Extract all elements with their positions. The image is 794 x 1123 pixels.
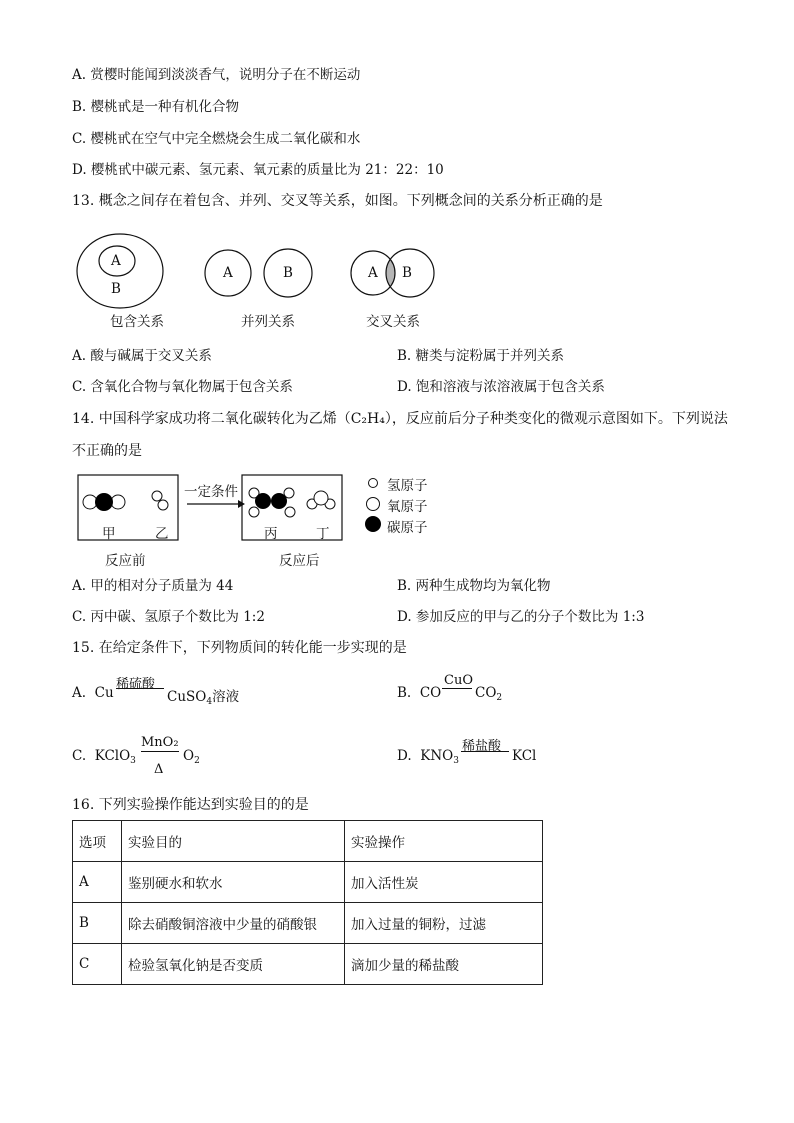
row-a-option: A [73,862,122,903]
arrow-condition-label: 一定条件 [184,484,238,500]
q15-a-arrow [116,688,164,689]
row-a-purpose: 鉴别硬水和软水 [122,862,345,903]
q15-a-condition: 稀硫酸 [116,677,156,692]
q15-option-c: C. KClO$_3$ [72,748,136,766]
q15-d-arrow [461,751,509,752]
q15-c-arrow [141,751,179,752]
legend-hydrogen-atom [369,479,378,488]
molecule-jia-label: 甲 [102,526,116,542]
q14-option-b: B. 两种生成物均为氧化物 [397,578,551,594]
table-row [73,862,543,903]
parallel-right-label: B [283,265,293,281]
row-a-operation: 加入活性炭 [345,862,543,903]
q13-option-d: D. 饱和溶液与浓溶液属于包含关系 [397,379,605,395]
q13-option-b: B. 糖类与淀粉属于并列关系 [397,348,565,364]
q16-table [72,820,543,985]
q15-c-catalyst: MnO₂ [141,735,179,750]
header-purpose: 实验目的 [122,821,345,862]
legend-hydrogen-label: 氢原子 [387,478,428,494]
q15-option-b: B. CO [397,685,442,701]
table-row [73,944,543,985]
row-c-purpose: 检验氢氧化钠是否变质 [122,944,345,985]
table-header-row [73,821,543,862]
molecule-ding-label: 丁 [316,526,330,542]
row-b-operation: 加入过量的铜粉，过滤 [345,903,543,944]
q14-option-a: A. 甲的相对分子质量为 44 [72,578,234,594]
q13-stem: 13. 概念之间存在着包含、并列、交叉等关系，如图。下列概念间的关系分析正确的是 [72,193,603,209]
table-row [73,903,543,944]
row-c-operation: 滴加少量的稀盐酸 [345,944,543,985]
q15-stem: 15. 在给定条件下，下列物质间的转化能一步实现的是 [72,640,407,656]
q15-option-d: D. $KNO_3$ [397,748,459,766]
q12-option-d: D. 樱桃甙中碳元素、氢元素、氧元素的质量比为 21：22：10 [72,162,444,178]
q14-stem-line2: 不正确的是 [72,443,142,459]
q15-option-a: A. Cu [72,685,114,701]
after-caption: 反应后 [279,553,320,569]
molecule-yi-label: 乙 [155,526,169,542]
intersect-left-label: A [368,265,378,281]
legend-oxygen-label: 氧原子 [387,499,428,515]
row-c-option: C [73,944,122,985]
legend-carbon-label: 碳原子 [387,520,428,536]
q15-b-condition: CuO [444,673,473,688]
legend-carbon-atom [365,516,381,532]
q15-b-product: $CO_2$ [475,685,503,703]
row-b-option: B [73,903,122,944]
legend-oxygen-atom [367,498,380,511]
before-caption: 反应前 [105,553,146,569]
q15-c-heat: Δ [154,762,164,777]
parallel-left-label: A [223,265,233,281]
header-option: 选项 [73,821,122,862]
inclusion-caption: 包含关系 [110,314,164,330]
q13-option-c: C. 含氧化合物与氧化物属于包含关系 [72,379,293,395]
row-b-purpose: 除去硝酸铜溶液中少量的硝酸银 [122,903,345,944]
q13-option-a: A. 酸与碱属于交叉关系 [72,348,212,364]
q15-c-product: $O_2$ [183,748,200,766]
inclusion-inner-label: A [111,253,121,269]
q15-d-condition: 稀盐酸 [462,739,502,754]
inclusion-outer-label: B [111,281,121,297]
q15-b-arrow [442,688,472,689]
intersect-caption: 交叉关系 [366,314,420,330]
q12-option-a: A. 赏樱时能闻到淡淡香气，说明分子在不断运动 [72,67,361,83]
q15-d-product: KCl [512,748,537,764]
q12-option-c: C. 樱桃甙在空气中完全燃烧会生成二氧化碳和水 [72,131,361,147]
carbon-atom [95,493,113,511]
q14-option-d: D. 参加反应的甲与乙的分子个数比为 1:3 [397,609,645,625]
q14-stem-line1: 14. 中国科学家成功将二氧化碳转化为乙烯（C₂H₄），反应前后分子种类变化的微观示意图如下。下列说法 [72,411,728,427]
q15-a-product: CuSO$_4$溶液 [167,689,240,707]
header-operation: 实验操作 [345,821,543,862]
q12-option-b: B. 樱桃甙是一种有机化合物 [72,99,240,115]
q14-option-c: C. 丙中碳、氢原子个数比为 1:2 [72,609,265,625]
intersect-right-label: B [402,265,412,281]
q16-stem: 16. 下列实验操作能达到实验目的的是 [72,797,309,813]
parallel-caption: 并列关系 [241,314,295,330]
molecule-bing-label: 丙 [264,526,278,542]
